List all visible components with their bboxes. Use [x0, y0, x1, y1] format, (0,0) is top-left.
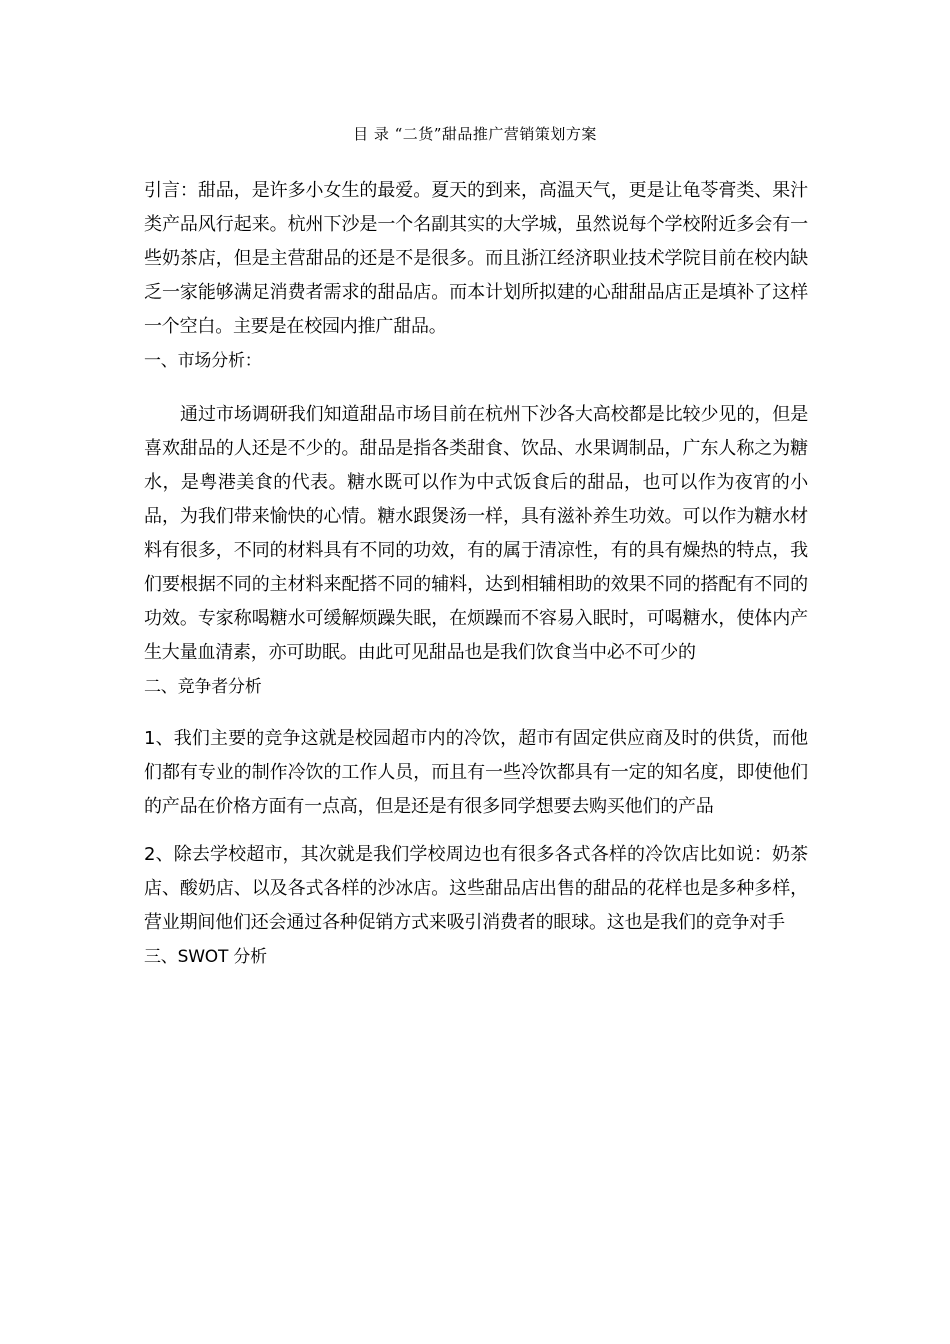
section-heading-swot-analysis: 三、SWOT 分析	[144, 947, 267, 967]
document-body	[144, 174, 808, 974]
intro-paragraph: 引言：甜品，是许多小女生的最爱。夏天的到来，高温天气，更是让龟苓膏类、果汁类产品风行起来。杭州下沙是一个名副其实的大学城，虽然说每个学校附近多会有一些奶茶店，但是主营甜品的还是不是很多。而且浙江经济职业技术学院目前在校内缺乏一家能够满足消费者需求的甜品店。而本计划所拟建的心甜甜品店正是填补了这样一个空白。主要是在校园内推广甜品。	[144, 180, 808, 337]
document-title: 目 录 “二货”甜品推广营销策划方案	[353, 125, 597, 143]
competitor-item-1: 1、我们主要的竞争这就是校园超市内的冷饮，超市有固定供应商及时的供货，而他们都有专业的制作冷饮的工作人员，而且有一些冷饮都具有一定的知名度，即使他们的产品在价格方面有一点高，但是还是有很多同学想要去购买他们的产品	[144, 728, 808, 817]
market-analysis-paragraph: 通过市场调研我们知道甜品市场目前在杭州下沙各大高校都是比较少见的，但是喜欢甜品的人还是不少的。甜品是指各类甜食、饮品、水果调制品，广东人称之为糖水，是粤港美食的代表。糖水既可以作为中式饭食后的甜品，也可以作为夜宵的小品，为我们带来愉快的心情。糖水跟煲汤一样，具有滋补养生功效。可以作为糖水材料有很多，不同的材料具有不同的功效，有的属于清凉性，有的具有燥热的特点，我们要根据不同的主材料来配搭不同的辅料，达到相辅相助的效果不同的搭配有不同的功效。专家称喝糖水可缓解烦躁失眠，在烦躁而不容易入眠时，可喝糖水，使体内产生大量血清素，亦可助眠。由此可见甜品也是我们饮食当中必不可少的	[144, 404, 808, 663]
section-heading-competitor-analysis: 二、竞争者分析	[144, 677, 262, 697]
section-heading-market-analysis: 一、市场分析：	[144, 351, 262, 371]
competitor-item-2: 2、除去学校超市，其次就是我们学校周边也有很多各式各样的冷饮店比如说：奶茶店、酸奶店、以及各式各样的沙冰店。这些甜品店出售的甜品的花样也是多种多样，营业期间他们还会通过各种促销方式来吸引消费者的眼球。这也是我们的竞争对手	[144, 844, 808, 933]
